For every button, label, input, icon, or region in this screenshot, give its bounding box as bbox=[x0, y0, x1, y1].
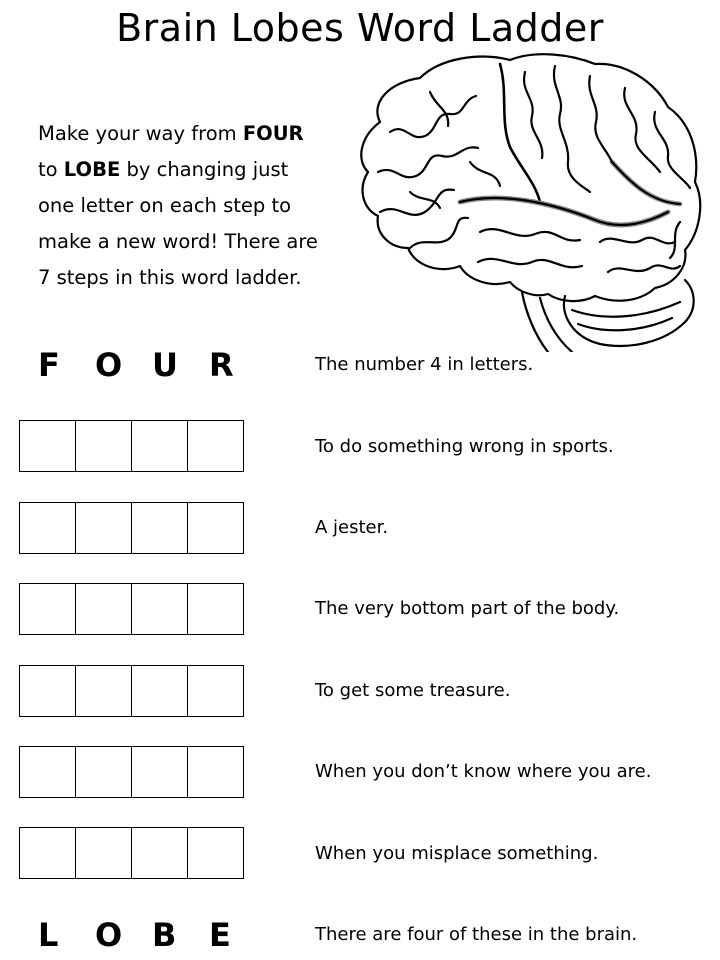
instructions-text: to bbox=[38, 158, 64, 181]
start-word bbox=[38, 346, 278, 384]
step-clue-5: When you don’t know where you are. bbox=[315, 761, 652, 782]
end-word-letter: O bbox=[95, 916, 123, 954]
letter-box[interactable] bbox=[76, 584, 132, 634]
letter-box[interactable] bbox=[132, 584, 188, 634]
ladder-step-2[interactable] bbox=[19, 502, 244, 554]
ladder-step-1[interactable] bbox=[19, 420, 244, 472]
end-word-letter: L bbox=[38, 916, 59, 954]
letter-box[interactable] bbox=[188, 666, 243, 716]
brain-icon bbox=[350, 52, 708, 352]
ladder-step-3[interactable] bbox=[19, 583, 244, 635]
step-clue-4: To get some treasure. bbox=[315, 680, 511, 701]
letter-box[interactable] bbox=[20, 828, 76, 878]
start-word-letter: R bbox=[209, 346, 234, 384]
letter-box[interactable] bbox=[76, 828, 132, 878]
letter-box[interactable] bbox=[132, 666, 188, 716]
instructions-line-1 bbox=[38, 116, 378, 152]
ladder-step-6[interactable] bbox=[19, 827, 244, 879]
letter-box[interactable] bbox=[188, 828, 243, 878]
end-word-bold: LOBE bbox=[63, 158, 121, 181]
letter-box[interactable] bbox=[20, 503, 76, 553]
end-word-letter: B bbox=[152, 916, 177, 954]
letter-box[interactable] bbox=[132, 828, 188, 878]
end-word bbox=[38, 916, 278, 954]
letter-box[interactable] bbox=[188, 421, 243, 471]
letter-box[interactable] bbox=[132, 503, 188, 553]
start-word-clue: The number 4 in letters. bbox=[315, 354, 534, 375]
start-word-letter: F bbox=[38, 346, 60, 384]
start-word-letter: O bbox=[95, 346, 123, 384]
step-clue-1: To do something wrong in sports. bbox=[315, 436, 614, 457]
step-clue-6: When you misplace something. bbox=[315, 843, 599, 864]
instructions-line-5: 7 steps in this word ladder. bbox=[38, 266, 302, 289]
end-word-letter: E bbox=[209, 916, 231, 954]
letter-box[interactable] bbox=[76, 666, 132, 716]
letter-box[interactable] bbox=[132, 421, 188, 471]
start-word-letter: U bbox=[152, 346, 178, 384]
letter-box[interactable] bbox=[20, 747, 76, 797]
instructions bbox=[38, 116, 378, 296]
instructions-text: Make your way from bbox=[38, 122, 243, 145]
step-clue-2: A jester. bbox=[315, 517, 389, 538]
letter-box[interactable] bbox=[76, 421, 132, 471]
instructions-text: by changing just bbox=[120, 158, 289, 181]
end-word-clue: There are four of these in the brain. bbox=[315, 924, 638, 945]
letter-box[interactable] bbox=[132, 747, 188, 797]
letter-box[interactable] bbox=[188, 584, 243, 634]
instructions-line-3: one letter on each step to bbox=[38, 194, 292, 217]
letter-box[interactable] bbox=[76, 503, 132, 553]
letter-box[interactable] bbox=[188, 503, 243, 553]
ladder-step-4[interactable] bbox=[19, 665, 244, 717]
start-word-bold: FOUR bbox=[242, 122, 304, 145]
letter-box[interactable] bbox=[188, 747, 243, 797]
letter-box[interactable] bbox=[20, 421, 76, 471]
instructions-line-2 bbox=[38, 152, 378, 188]
instructions-line-4: make a new word! There are bbox=[38, 230, 318, 253]
step-clue-3: The very bottom part of the body. bbox=[315, 598, 620, 619]
letter-box[interactable] bbox=[20, 666, 76, 716]
letter-box[interactable] bbox=[20, 584, 76, 634]
page-title: Brain Lobes Word Ladder bbox=[116, 6, 604, 50]
ladder-step-5[interactable] bbox=[19, 746, 244, 798]
letter-box[interactable] bbox=[76, 747, 132, 797]
